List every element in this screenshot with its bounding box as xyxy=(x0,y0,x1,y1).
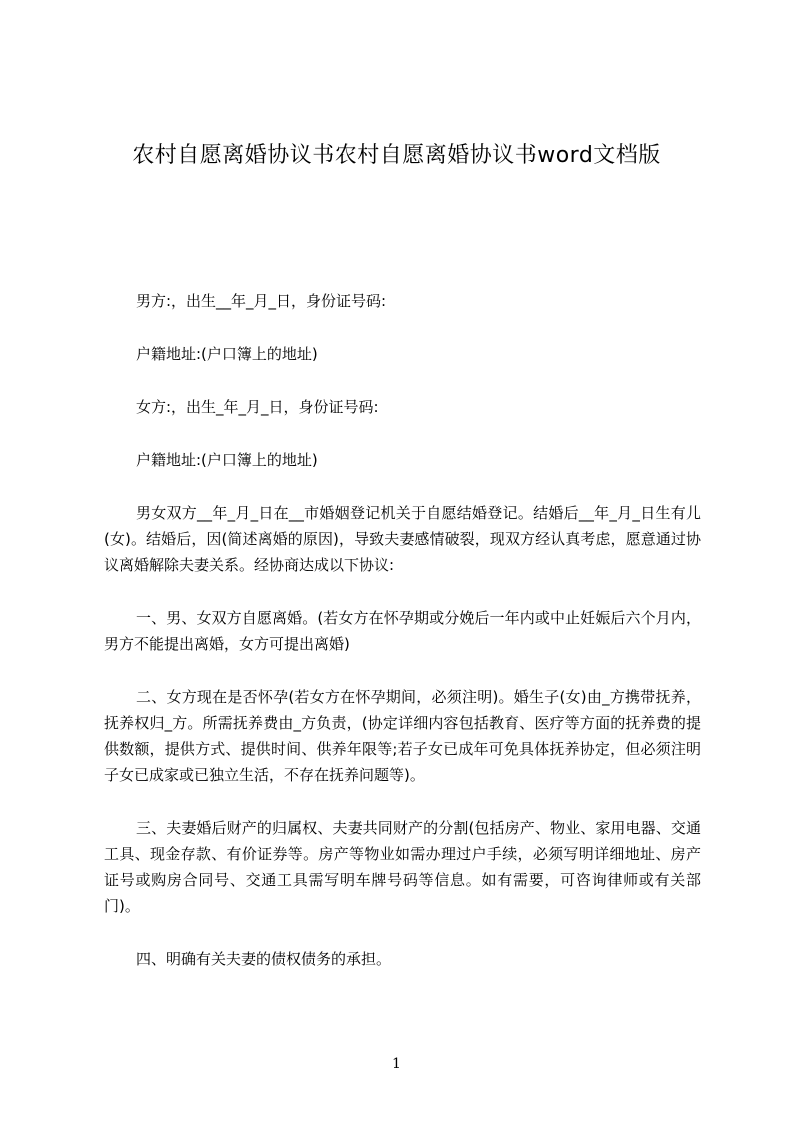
document-body xyxy=(104,288,701,999)
paragraph-background: 男女双方__年_月_日在__市婚姻登记机关于自愿结婚登记。结婚后__年_月_日生有儿(女)。结婚后，因(简述离婚的原因)，导致夫妻感情破裂，现双方经认真考虑，愿意通过协议离婚解除夫妻关系。经协商达成以下协议: xyxy=(104,504,701,574)
paragraph-clause-4: 四、明确有关夫妻的债权债务的承担。 xyxy=(136,950,392,968)
paragraph-female-address: 户籍地址:(户口簿上的地址) xyxy=(136,451,318,469)
paragraph-male-address: 户籍地址:(户口簿上的地址) xyxy=(136,345,318,363)
paragraph-female-party: 女方:，出生_年_月_日，身份证号码: xyxy=(136,398,379,416)
document-title: 农村自愿离婚协议书农村自愿离婚协议书word文档版 xyxy=(132,143,661,168)
paragraph-clause-2: 二、女方现在是否怀孕(若女方在怀孕期间，必须注明)。婚生子(女)由_方携带抚养，抚养权归_方。所需抚养费由_方负责，(协定详细内容包括教育、医疗等方面的抚养费的提供数额，提供方式、提供时间、供养年限等;若子女已成年可免具体抚养协定，但必须注明子女已成家或已独立生活，不存在抚养问题等)。 xyxy=(104,688,701,784)
paragraph-clause-3: 三、夫妻婚后财产的归属权、夫妻共同财产的分割(包括房产、物业、家用电器、交通工具、现金存款、有价证券等。房产等物业如需办理过户手续，必须写明详细地址、房产证号或购房合同号、交通工具需写明车牌号码等信息。如有需要，可咨询律师或有关部门)。 xyxy=(104,819,701,915)
page-number: 1 xyxy=(392,1056,401,1072)
paragraph-clause-1: 一、男、女双方自愿离婚。(若女方在怀孕期或分娩后一年内或中止妊娠后六个月内，男方不能提出离婚，女方可提出离婚) xyxy=(104,609,701,653)
paragraph-male-party: 男方:，出生__年_月_日，身份证号码: xyxy=(136,292,387,310)
